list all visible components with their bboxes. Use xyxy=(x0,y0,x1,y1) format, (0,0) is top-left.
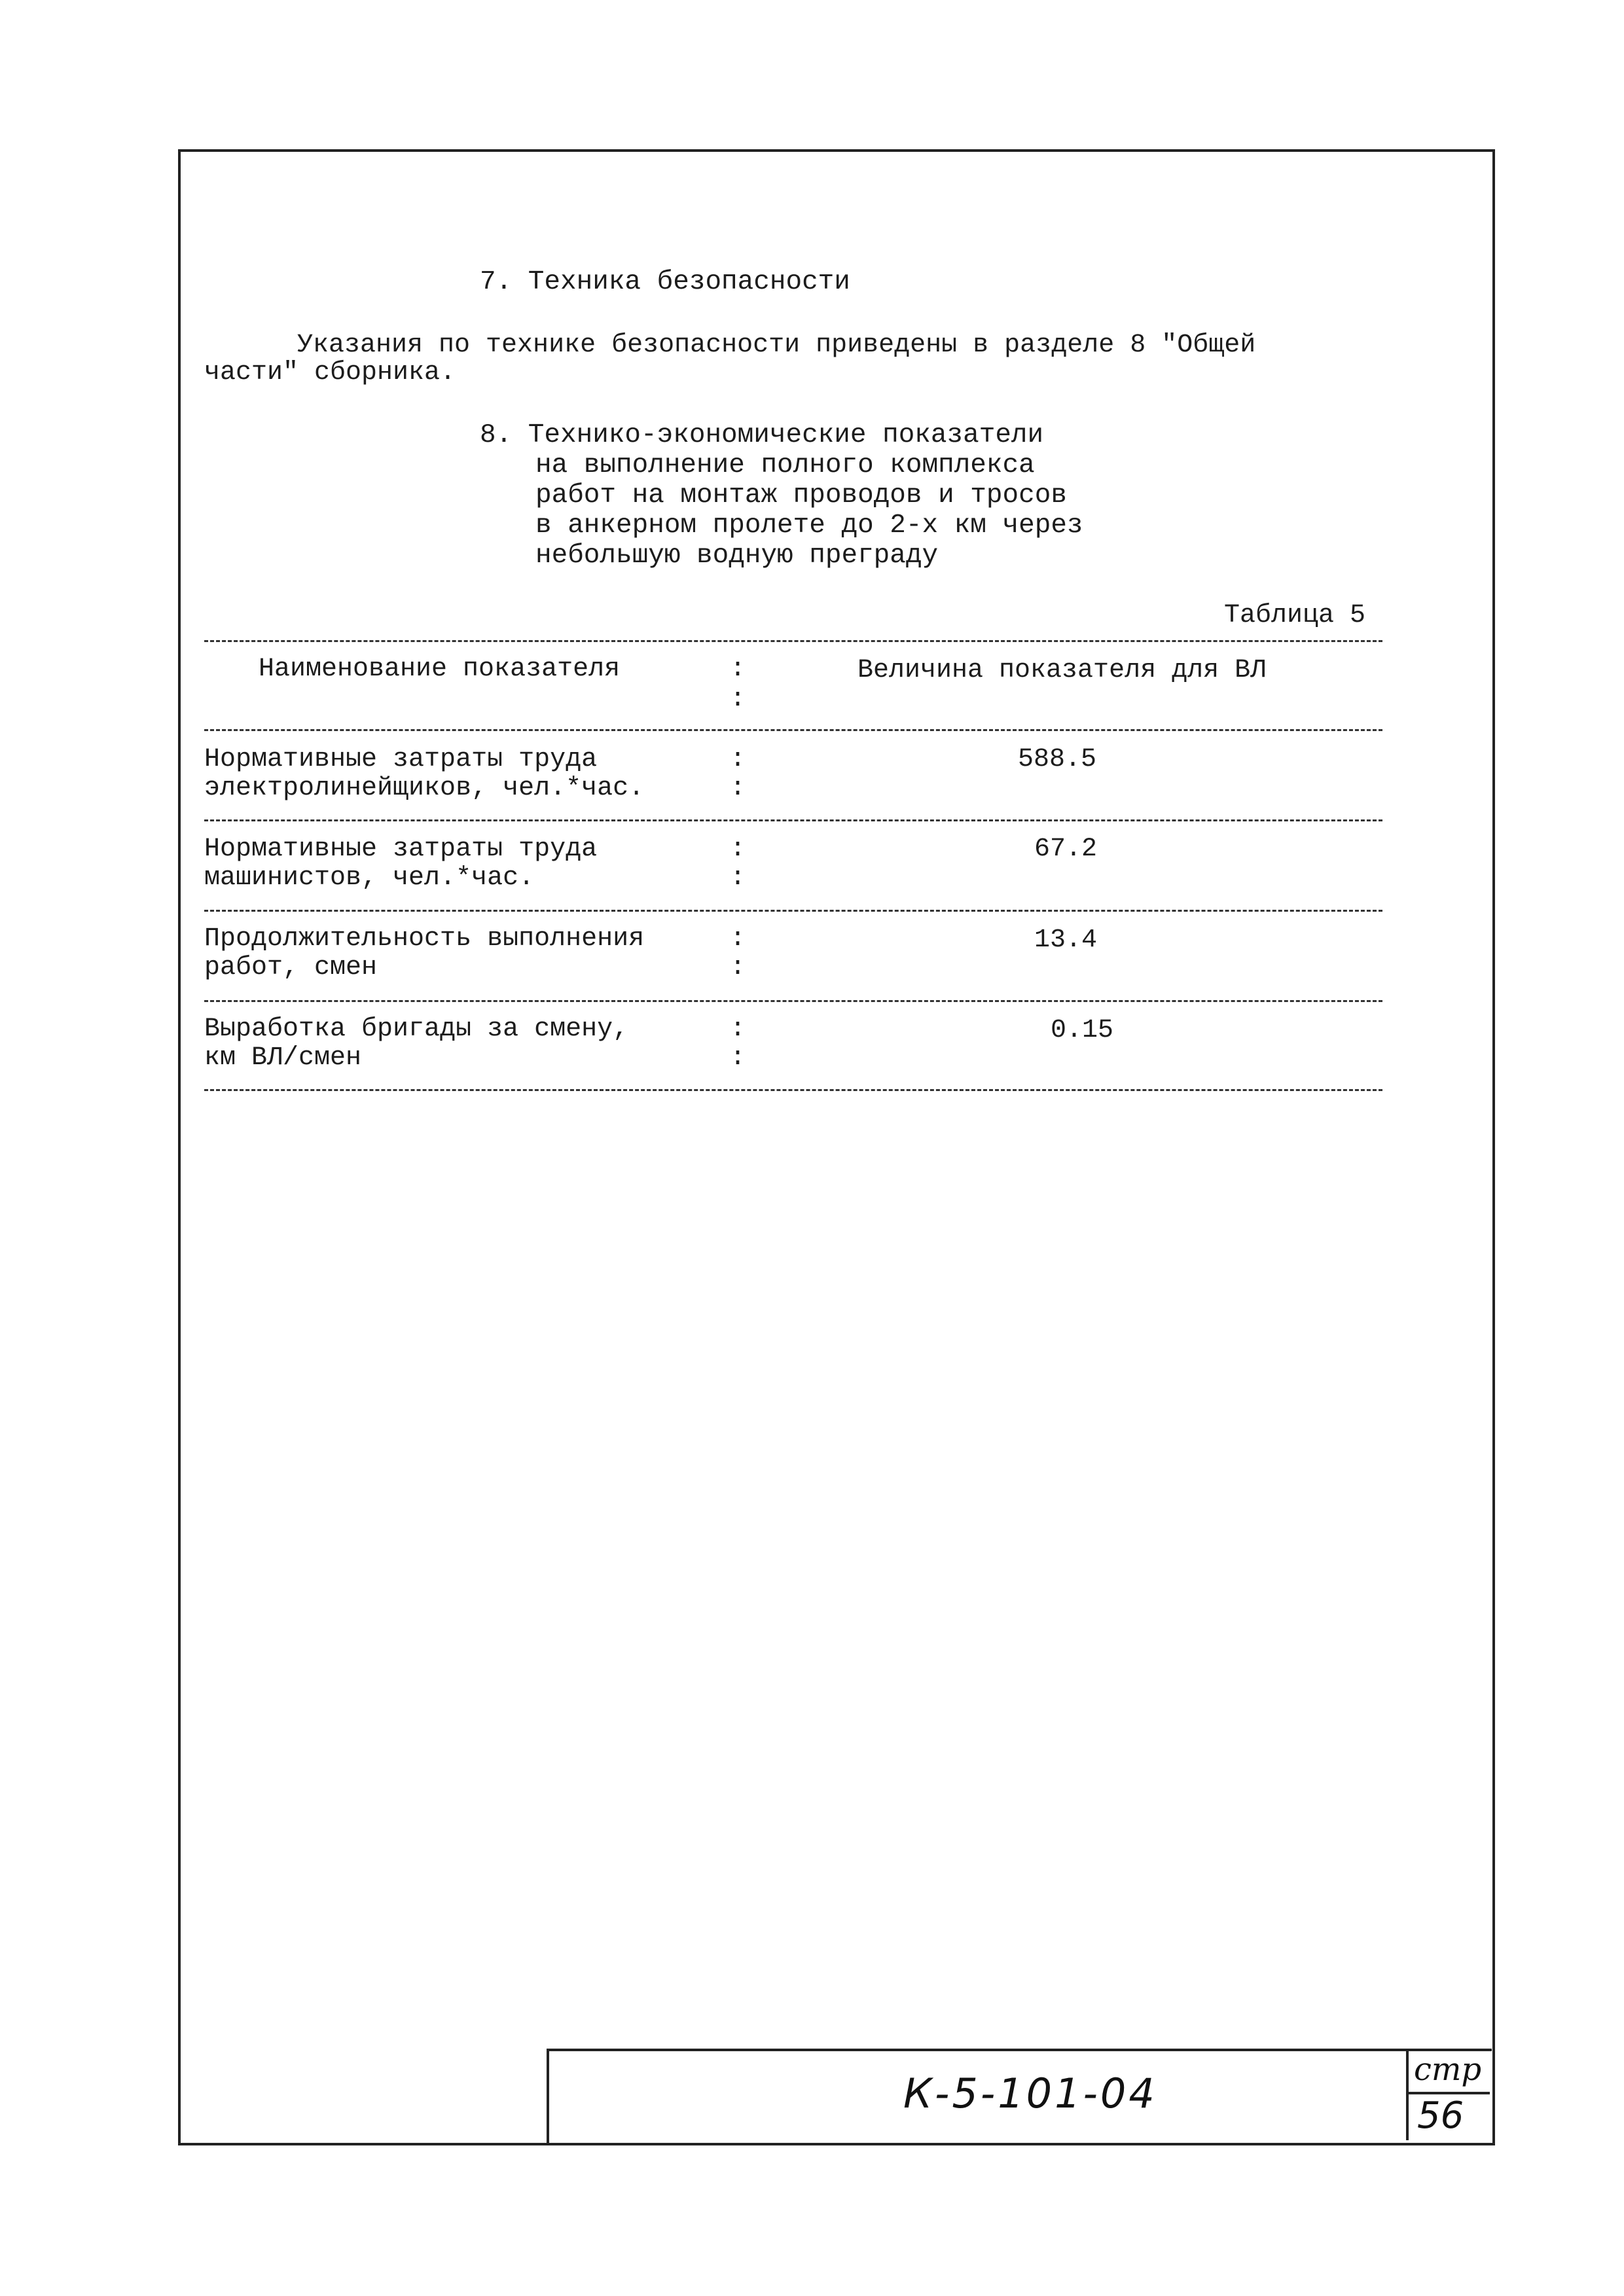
row3-name-line2: работ, смен xyxy=(204,953,378,982)
section8-heading-line4: в анкерном пролете до 2-х км через xyxy=(535,511,1083,541)
row1-value: 588.5 xyxy=(1018,745,1097,774)
row1-rule xyxy=(204,819,1382,821)
row1-name-line1: Нормативные затраты труда xyxy=(204,745,598,774)
table-header-rule xyxy=(204,729,1382,731)
table-caption: Таблица 5 xyxy=(1224,601,1366,630)
row3-rule xyxy=(204,1000,1382,1002)
page-number: 56 xyxy=(1417,2094,1464,2137)
document-code: К-5-101-04 xyxy=(903,2070,1157,2117)
row4-sep: : xyxy=(730,1014,746,1044)
section8-heading-line5: небольшую водную преграду xyxy=(535,541,939,571)
row2-rule xyxy=(204,910,1382,912)
row1-name-line2: электролинейщиков, чел.*час. xyxy=(204,774,645,803)
row3-sep: : xyxy=(730,953,746,982)
table-header-sep: : xyxy=(730,655,746,684)
section7-text-line1: Указания по технике безопасности приведены в разделе 8 "Общей xyxy=(297,331,1256,360)
row2-value: 67.2 xyxy=(1034,834,1098,864)
row2-name-line2: машинистов, чел.*час. xyxy=(204,863,535,893)
row4-name-line2: км ВЛ/смен xyxy=(204,1043,362,1073)
table-bottom-rule xyxy=(204,1089,1382,1091)
row2-sep: : xyxy=(730,863,746,893)
row4-name-line1: Выработка бригады за смену, xyxy=(204,1014,629,1044)
row4-value: 0.15 xyxy=(1051,1016,1114,1045)
section8-heading-line1: 8. Технико-экономические показатели xyxy=(480,420,1044,450)
table-header-value: Величина показателя для ВЛ xyxy=(857,656,1267,685)
row2-name-line1: Нормативные затраты труда xyxy=(204,834,598,864)
table-header-sep: : xyxy=(730,685,746,714)
row3-name-line1: Продолжительность выполнения xyxy=(204,924,645,954)
row1-sep: : xyxy=(730,745,746,774)
row4-sep: : xyxy=(730,1043,746,1073)
row3-value: 13.4 xyxy=(1034,925,1098,955)
section8-heading-line2: на выполнение полного комплекса xyxy=(535,450,1035,480)
section8-heading-line3: работ на монтаж проводов и тросов xyxy=(535,480,1067,511)
page-label: стр xyxy=(1414,2051,1482,2088)
section7-heading: 7. Техника безопасности xyxy=(480,267,850,297)
row3-sep: : xyxy=(730,924,746,954)
row1-sep: : xyxy=(730,774,746,803)
row2-sep: : xyxy=(730,834,746,864)
section7-text-line2: части" сборника. xyxy=(204,358,456,387)
table-header-name: Наименование показателя xyxy=(259,655,621,684)
table-top-rule xyxy=(204,640,1382,642)
